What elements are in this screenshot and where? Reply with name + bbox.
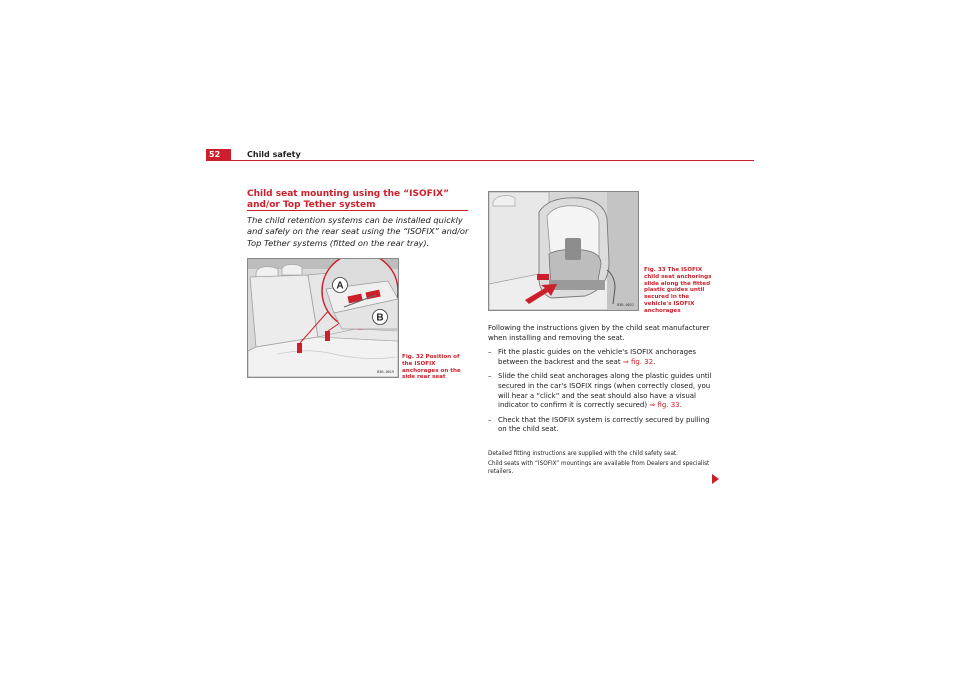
figure-32-caption: Fig. 32 Position of the ISOFIX anchorages on the side rear seat — [402, 354, 461, 381]
header-rule — [206, 160, 754, 161]
step-text: Fit the plastic guides on the vehicle's ISOFIX anchorages between the backrest and the seat — [498, 348, 697, 366]
instruction-step: – Slide the child seat anchorages along the plastic guides until secured in the car's ISOFIX rings (when correctly closed, you will hear a “click” and the seat should also have a visual indicator to confirm it is correctly secured) ⇒ fig. 33. — [488, 372, 712, 410]
arrow-icon: ⇒ — [622, 357, 629, 366]
instructions-lead: Following the instructions given by the child seat manufacturer when installing and removing the seat. — [488, 324, 710, 342]
heading-rule — [247, 210, 468, 211]
section-title: Child safety — [247, 150, 301, 159]
child-seat-illustration — [489, 192, 638, 310]
figure-33-caption: Fig. 33 The ISOFIX child seat anchorings slide along the fitted plastic guides until secured in the vehicle's ISOFIX anchorages — [644, 267, 712, 314]
instruction-step: – Fit the plastic guides on the vehicle's ISOFIX anchorages between the backrest and the seat ⇒ fig. 32. — [488, 348, 697, 366]
figure-32-isofix-anchorages — [247, 258, 399, 378]
note-item: Detailed fitting instructions are supplied with the child safety seat. — [488, 451, 678, 457]
next-page-arrow-icon[interactable] — [712, 474, 719, 484]
fig-32-link[interactable]: ⇒ fig. 32 — [622, 357, 654, 366]
step-dash: – — [488, 415, 492, 424]
figure-label-a: A — [336, 280, 344, 292]
figure-33-isofix-child-seat — [488, 191, 639, 311]
fig-33-link[interactable]: ⇒ fig. 33 — [649, 401, 680, 410]
rear-seat-illustration — [248, 259, 398, 377]
article-intro: The child retention systems can be installed quickly and safely on the rear seat using the “ISOFIX” and/or Top Tether systems (fitted on the rear tray). — [247, 215, 469, 248]
figure-label-b: B — [376, 312, 384, 324]
instruction-step — [488, 416, 716, 435]
instructions-body — [488, 324, 716, 440]
figure-code: B3B-0019 — [377, 370, 394, 374]
arrow-icon: ⇒ — [649, 401, 656, 410]
note-item: Child seats with “ISOFIX” mountings are available from Dealers and specialist retailers. — [488, 461, 710, 475]
step-text: Slide the child seat anchorages along the plastic guides until secured in the car's ISOFIX rings (when correctly closed, you will hear a “click” and the seat should also have a visual indicator to confirm it is correctly secured) — [498, 372, 712, 410]
notes — [488, 451, 716, 479]
page-number: 52 — [206, 149, 231, 161]
figure-code: B3B-0021 — [617, 303, 634, 307]
step-dash: – — [488, 348, 492, 357]
step-dash: – — [488, 372, 492, 381]
article-heading: Child seat mounting using the “ISOFIX” and/or Top Tether system — [247, 189, 449, 210]
step-text: Check that the ISOFIX system is correctly secured by pulling on the child seat. — [498, 415, 710, 434]
